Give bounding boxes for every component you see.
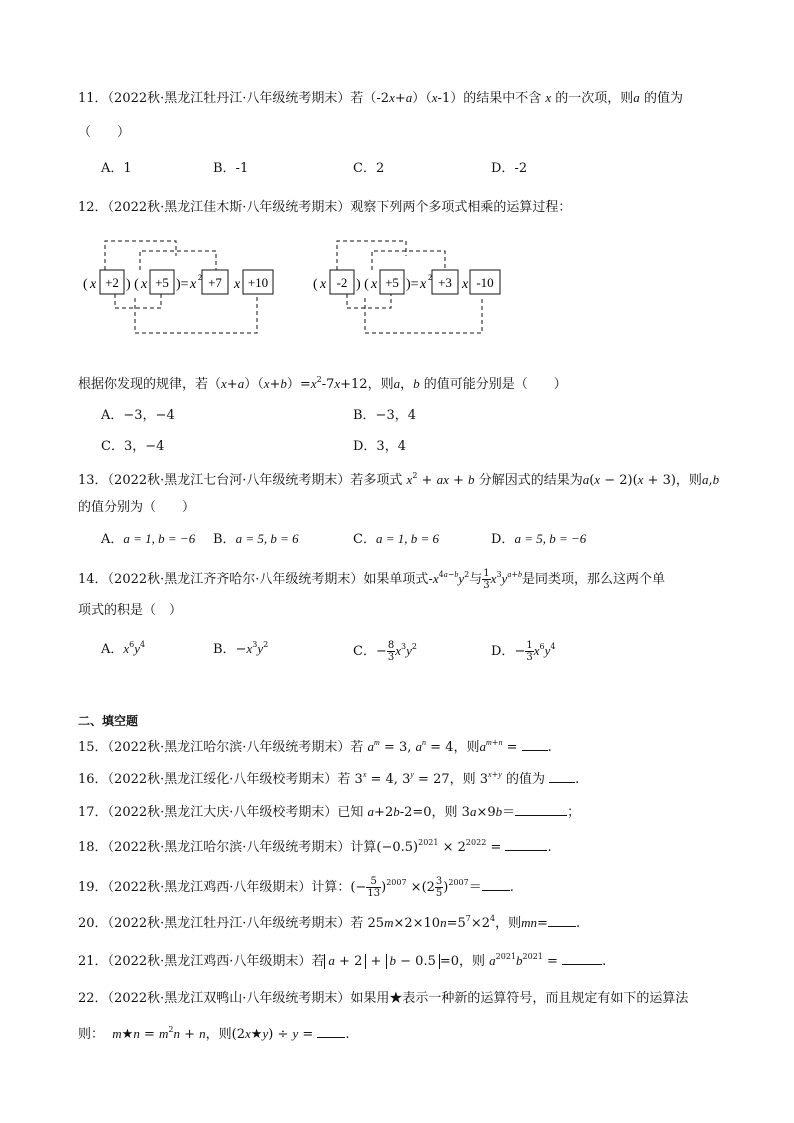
q14-fraction: $\frac{1}{3}$ xyxy=(483,568,490,591)
q14-stem: 14．（2022秋·黑龙江齐齐哈尔·八年级统考期末）如果单项式$-x^{4a-b}y^2$与 $\frac{1}{3}$ $x^3y^{a+b}$是同类项，那么这两个单 xyxy=(78,568,666,591)
q22-answer-blank[interactable] xyxy=(317,1025,345,1038)
svg-text:)=: )= xyxy=(176,277,189,292)
q20: 20．（2022秋·黑龙江牡丹江·八年级统考期末）若 $25m\times 2\times 10n=5^7\times 2^4$，则mn= . xyxy=(78,914,581,931)
q14-option-a[interactable]: A．$x^6y^4$ xyxy=(101,640,146,657)
svg-text:2: 2 xyxy=(198,273,202,282)
q18-answer-blank[interactable] xyxy=(505,838,547,851)
q13-line2: 的值分别为（ ） xyxy=(78,500,196,515)
q12-diagram-2 xyxy=(310,236,510,336)
svg-text:(: ( xyxy=(83,277,88,292)
q12-d2-b: +5 xyxy=(385,275,399,290)
q19: 19．（2022秋·黑龙江鸡西·八年级期末）计算：(− $\frac{5}{13}$ )$^{2007}$ ×(2 $\frac{3}{5}$ )$^{2007}$＝ . xyxy=(78,876,514,899)
q14-line2: 项式的积是（ ） xyxy=(78,603,183,618)
svg-text:x: x xyxy=(371,277,378,292)
q13-option-b[interactable]: B．a = 5, b = 6 xyxy=(213,531,299,547)
q12-d1-b: +5 xyxy=(155,275,169,290)
q12-d2-a: -2 xyxy=(336,275,348,290)
svg-text:)=: )= xyxy=(406,277,419,292)
q12-rule: 根据你发现的规律，若$(x+a)(x+b)=x^2-7x+12$，则a，b 的值可能分别是（ ） xyxy=(78,375,567,392)
q11-paren: （ ） xyxy=(78,125,131,140)
q11-stem: 11．（2022秋·黑龙江牡丹江·八年级统考期末）若（-2x+a）（x-1）的结果中不含 x 的一次项，则a 的值为 xyxy=(78,90,683,106)
q17-answer-blank[interactable] xyxy=(515,803,567,816)
q14-option-d[interactable]: D．− $\frac{1}{3}$ $x^6y^4$ xyxy=(491,640,556,663)
svg-text:x: x xyxy=(190,277,197,292)
q12-option-b[interactable]: B．−3，4 xyxy=(353,408,416,423)
q13-stem: 13．（2022秋·黑龙江七台河·八年级统考期末）若多项式 $x^2$ + ax + b 分解因式的结果为a(x − 2)(x + 3)，则a,b xyxy=(78,471,720,488)
svg-text:x: x xyxy=(234,277,241,292)
svg-text:(: ( xyxy=(313,277,318,292)
section-title: 二、填空题 xyxy=(78,714,139,728)
q22-line2: 则： m★n = $m^2n + n$，则(2x★y) ÷ y = . xyxy=(78,1025,350,1042)
q17: 17．（2022秋·黑龙江大庆·八年级校考期末）已知 a+2b-2=0，则 3a×9b＝ ； xyxy=(78,804,581,820)
q13-option-c[interactable]: C．a = 1, b = 6 xyxy=(353,531,439,547)
q12-stem: 12．（2022秋·黑龙江佳木斯·八年级统考期末）观察下列两个多项式相乘的运算过程： xyxy=(78,200,572,215)
q18: 18．（2022秋·黑龙江哈尔滨·八年级统考期末）计算$(-0.5)^{2021} \times 2^{2022}$ = . xyxy=(78,838,552,855)
q21-answer-blank[interactable] xyxy=(562,952,602,965)
q14-option-b[interactable]: B．$-x^3y^2$ xyxy=(213,640,269,657)
q11-option-b[interactable]: B．-1 xyxy=(213,161,249,176)
q15: 15．（2022秋·黑龙江哈尔滨·八年级统考期末）若 $a^m = 3$, $a^n = 4$，则$a^{m+n}$ = . xyxy=(78,738,552,755)
q12-option-d[interactable]: D．3，4 xyxy=(353,439,406,454)
q12-option-a[interactable]: A．−3，−4 xyxy=(101,408,175,423)
svg-text:) (: ) ( xyxy=(126,277,139,292)
q16-answer-blank[interactable] xyxy=(549,770,575,783)
q13-option-a[interactable]: A．a = 1, b = −6 xyxy=(101,531,196,547)
svg-text:) (: ) ( xyxy=(356,277,369,292)
q12-d1-prod: +10 xyxy=(247,275,269,290)
q11-option-c[interactable]: C．2 xyxy=(353,161,385,176)
q21: 21．（2022秋·黑龙江鸡西·八年级期末）若 a + 2 + b − 0.5 =0，则 $a^{2021}b^{2021}$ = . xyxy=(78,952,607,969)
q13-option-d[interactable]: D．a = 5, b = −6 xyxy=(491,531,587,547)
q12-diagram-1 xyxy=(80,236,280,336)
svg-text:x: x xyxy=(141,277,148,292)
q12-d1-a: +2 xyxy=(105,275,119,290)
q12-option-c[interactable]: C．3，−4 xyxy=(101,439,165,454)
q19-answer-blank[interactable] xyxy=(482,878,510,891)
q11-option-a[interactable]: A．1 xyxy=(101,161,132,176)
q16: 16．（2022秋·黑龙江绥化·八年级校考期末）若 $3^x = 4$, $3^y = 27$，则 $3^{x+y}$ 的值为 . xyxy=(78,770,580,787)
svg-text:2: 2 xyxy=(428,273,432,282)
q12-d1-sum: +7 xyxy=(208,275,222,290)
svg-text:x: x xyxy=(90,277,97,292)
svg-text:x: x xyxy=(420,277,427,292)
q22: 22．（2022秋·黑龙江双鸭山·八年级统考期末）如果用★表示一种新的运算符号，而且规定有如下的运算法 xyxy=(78,991,689,1006)
svg-text:x: x xyxy=(462,277,469,292)
q12-d2-sum: +3 xyxy=(438,275,452,290)
svg-text:x: x xyxy=(320,277,327,292)
q12-d2-prod: -10 xyxy=(476,275,494,290)
q11-option-d[interactable]: D．-2 xyxy=(491,161,528,176)
q20-answer-blank[interactable] xyxy=(548,914,576,927)
q14-option-c[interactable]: C．− $\frac{8}{3}$ $x^3y^2$ xyxy=(353,640,417,663)
q15-answer-blank[interactable] xyxy=(522,738,548,751)
